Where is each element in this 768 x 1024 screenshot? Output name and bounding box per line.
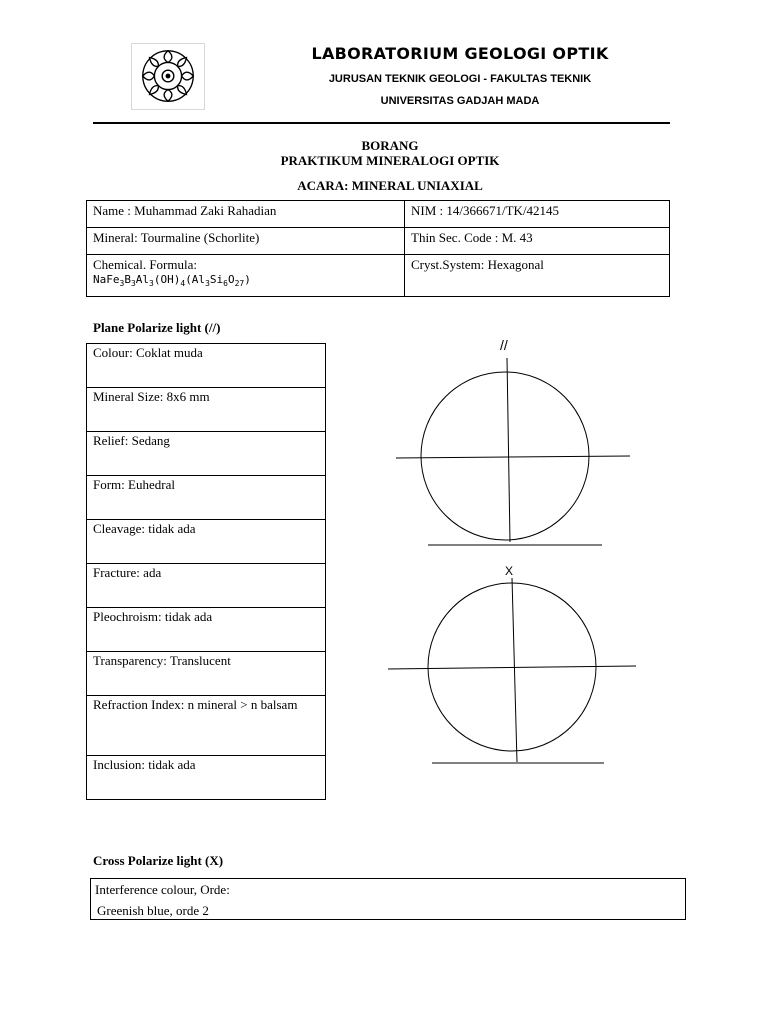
crystal-system-cell: Cryst.System: Hexagonal bbox=[405, 255, 670, 297]
header-divider bbox=[93, 122, 670, 124]
university-name: UNIVERSITAS GADJAH MADA bbox=[380, 95, 540, 107]
lab-title: LABORATORIUM GEOLOGI OPTIK bbox=[311, 44, 609, 63]
student-info-table bbox=[86, 200, 670, 297]
thin-section-cell: Thin Sec. Code : M. 43 bbox=[405, 228, 670, 255]
mineral-cell: Mineral: Tourmaline (Schorlite) bbox=[87, 228, 405, 255]
ppl-refraction-index: Refraction Index: n mineral > n balsam bbox=[87, 696, 326, 756]
chemical-formula-cell bbox=[87, 255, 405, 297]
ppl-field-diagram bbox=[396, 337, 630, 545]
nim-cell: NIM : 14/366671/TK/42145 bbox=[405, 201, 670, 228]
ppl-relief: Relief: Sedang bbox=[87, 432, 326, 476]
ppl-properties-table bbox=[86, 343, 326, 800]
xpl-section-label: Cross Polarize light (X) bbox=[93, 853, 224, 868]
name-cell: Name : Muhammad Zaki Rahadian bbox=[87, 201, 405, 228]
xpl-symbol: X bbox=[505, 564, 514, 578]
xpl-vertical-crosshair bbox=[512, 578, 517, 762]
chemical-formula: $NaFe_3B_3Al_3(OH)_4(Al_3Si_6O_{27})$ bbox=[93, 273, 251, 289]
microscope-field-diagrams bbox=[380, 330, 650, 780]
department-name: JURUSAN TEKNIK GEOLOGI - FAKULTAS TEKNIK bbox=[328, 73, 592, 85]
form-title-praktikum: PRAKTIKUM MINERALOGI OPTIK bbox=[280, 153, 500, 168]
ppl-colour: Colour: Coklat muda bbox=[87, 344, 326, 388]
ppl-horizontal-crosshair bbox=[396, 456, 630, 458]
ppl-field-circle bbox=[421, 372, 589, 540]
xpl-field-diagram bbox=[388, 564, 636, 763]
ppl-cleavage: Cleavage: tidak ada bbox=[87, 520, 326, 564]
ppl-mineral-size: Mineral Size: 8x6 mm bbox=[87, 388, 326, 432]
form-title-acara: ACARA: MINERAL UNIAXIAL bbox=[297, 178, 483, 193]
seal-icon bbox=[132, 44, 204, 109]
xpl-horizontal-crosshair bbox=[388, 666, 636, 669]
ppl-section-label: Plane Polarize light (//) bbox=[93, 320, 221, 335]
form-title-borang: BORANG bbox=[361, 138, 419, 153]
interference-colour-box bbox=[90, 878, 686, 920]
ppl-inclusion: Inclusion: tidak ada bbox=[87, 756, 326, 800]
ppl-vertical-crosshair bbox=[507, 358, 510, 542]
ppl-symbol: // bbox=[500, 337, 508, 353]
ppl-pleochroism: Pleochroism: tidak ada bbox=[87, 608, 326, 652]
ppl-fracture: Fracture: ada bbox=[87, 564, 326, 608]
interference-colour-label: Interference colour, Orde: bbox=[95, 882, 230, 897]
ppl-transparency: Transparency: Translucent bbox=[87, 652, 326, 696]
chemical-formula-label: Chemical. Formula: bbox=[93, 257, 197, 272]
ugm-seal-logo bbox=[131, 43, 205, 110]
interference-colour-value: Greenish blue, orde 2 bbox=[97, 902, 209, 918]
ppl-form: Form: Euhedral bbox=[87, 476, 326, 520]
